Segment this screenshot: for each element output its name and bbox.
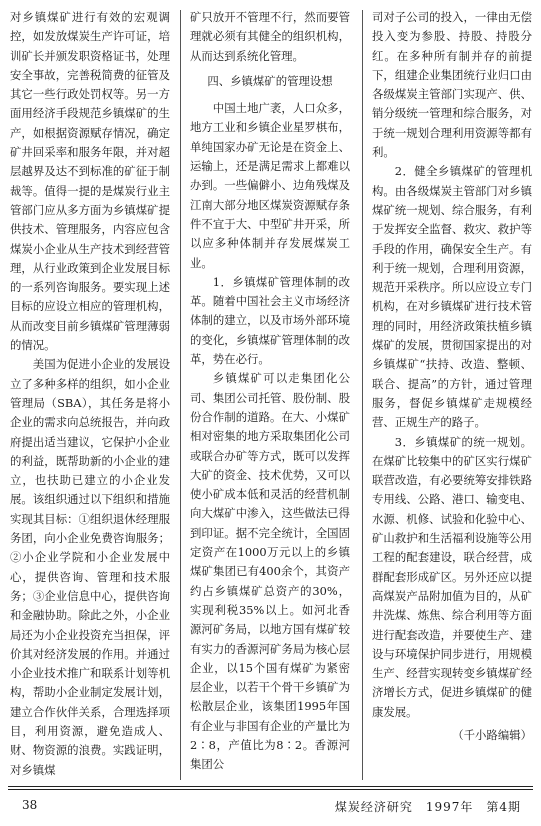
paragraph: 美国为促进小企业的发展设立了多种多样的组织，如小企业管理局（SBA），其任务是将小企业的需求向总统报告，并向政府提出适当建议，它保护小企业的利益，既帮助新的小企业的建立，也扶助已建立的小企业发展。该组织通过以下组织和措施实现其目标：①组织退休经理服务团，向小企业免费咨询服务；②小企业学院和小企业发展中心，提供咨询、管理和技术服务；③企业信息中心，提供咨询和金融协助。除此之外，小企业局还为小企业投资充当担保，评价其对经济发展的作用。并通过小企业技术推广和联系计划等机构，帮助小企业制定发展计划，建立合作伙伴关系，合理选择项目，利用资源，避免造成人、财、物资源的浪费。实践证明，对乡镇煤 xyxy=(10,357,170,777)
editor-note: （千小路编辑） xyxy=(452,727,532,742)
paragraph: 对乡镇煤矿进行有效的宏观调控，如发放煤炭生产许可证，培训矿长并颁发职资格证书，处理安全事故，完善税简费的征管及其它一些行政处罚权等。另一方面用经济手段规范乡镇煤矿的生产，如根据资源赋存情况，确定矿井回采率和服务年限，并对超层越界及达不到标准的矿征于制裁等。值得一提的是煤炭行业主管部门应从多方面为乡镇煤矿提供技术、管理服务，内容应包含煤炭小企业从生产技术到经营管理，从行业政策到企业发展目标的一系列咨询服务。要实现上述目标的应设立相应的管理机构，从而改变目前乡镇煤矿管理薄弱的情况。 xyxy=(10,10,170,353)
column-divider-2 xyxy=(362,10,363,780)
column-divider-1 xyxy=(180,10,181,780)
journal-footer: 煤炭经济研究 1997年 第4期 xyxy=(334,800,521,814)
text-column-1 xyxy=(10,8,170,780)
paragraph: 3．乡镇煤矿的统一规划。在煤矿比较集中的矿区实行煤矿联营改造，有必要统筹安排铁路专用线、公路、港口、输变电、水源、机修、试验和化验中心、矿山救护和生活福利设施等公用工程的配套建设，联合经营，成群配套形成矿区。另外还应以提高煤炭产品附加值为目的，从矿井洗煤、炼焦、综合利用等方面进行配套改造，并要使生产、建设与环境保护同步进行，用规模生产、经营实现转变乡镇煤矿经济增长方式，促进乡镇煤矿的健康发展。 xyxy=(372,434,532,719)
paragraph: 矿只放开不管理不行，然而要管理就必须有其健全的组织机构，从而达到系统化管理。 xyxy=(190,10,350,63)
paragraph: 中国土地广袤，人口众多，地方工业和乡镇企业星罗棋布，单纯国家办矿无论是在资金上、运输上，还是满足需求上都难以办到。一些偏僻小、边角残煤及江南大部分地区煤炭资源赋存条件不宜于大、中型矿井开采，所以应多种体制并存发展煤炭工业。 xyxy=(190,101,350,270)
paragraph: 1．乡镇煤矿管理体制的改革。随着中国社会主义市场经济体制的建立，以及市场外部环境的变化，乡镇煤矿管理体制的改革，势在必行。 xyxy=(190,274,350,367)
footer-rule-top xyxy=(8,786,533,787)
paragraph: 乡镇煤矿可以走集团化公司、集团公司托管、股份制、股份合作制的道路。在大、小煤矿相对密集的地方采取集团化公司或联合办矿等方式，既可以发挥大矿的资金、技术优势，又可以使小矿成本低和灵活的经营机制向大煤矿中渗入，这些做法已得到印证。据不完全统计，全国固定资产在1000万元以上的乡镇煤矿集团已有400余个，其资产约占乡镇煤矿总资产的30%，实现利税35%以上。如河北香源河矿务局，以地方国有煤矿较有实力的香源河矿务局为核心层企业，以15个国有煤矿为紧密层企业，以若干个骨干乡镇矿为松散层企业，该集团1995年国有企业与非国有企业的产量比为2∶8，产值比为8∶2。香源河集团公 xyxy=(190,371,350,772)
section-heading: 四、乡镇煤矿的管理设想 xyxy=(207,73,333,88)
page-number: 38 xyxy=(22,798,38,812)
paragraph: 司对子公司的投入，一律由无偿投入变为参股、持股、持股分红。在多种所有制并存的前提下，组建企业集团统行业归口由各级煤炭主管部门实现产、供、销分级统一管理和综合服务，对于统一规划合理利用资源等都有利。 xyxy=(372,10,532,160)
text-column-3 xyxy=(372,8,532,745)
paragraph: 2．健全乡镇煤矿的管理机构。由各级煤炭主管部门对乡镇煤矿统一规划、综合服务，有利于发挥安全监督、救灾、救护等手段的作用，确保安全生产。有利于统一规划，合理利用资源，规范开采秩序。所以应设立专门机构，在对乡镇煤矿进行技术管理的同时，用经济政策扶植乡镇煤矿的发展，贯彻国家提出的对乡镇煤矿“扶持、改造、整顿、联合、提高”的方针，通过管理服务，督促乡镇煤矿走规模经营、正规生产的路子。 xyxy=(372,164,532,430)
footer-rule-bottom xyxy=(8,789,533,790)
text-column-2 xyxy=(190,8,350,775)
